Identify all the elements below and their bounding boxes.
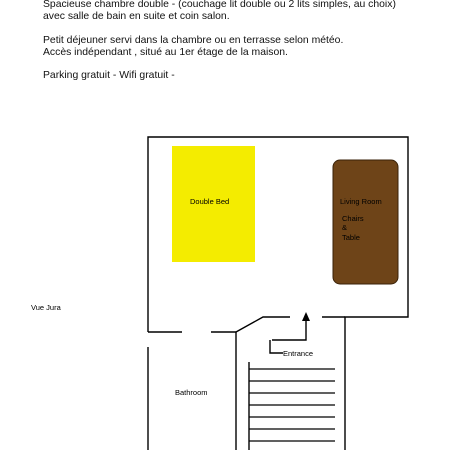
amenities-info: Parking gratuit - Wifi gratuit - xyxy=(43,70,175,81)
double-bed-label: Double Bed xyxy=(190,197,230,206)
wall-stair-left xyxy=(270,340,283,353)
staircase xyxy=(249,369,335,441)
chairs-table-line: & xyxy=(342,223,348,232)
wall-interior-4 xyxy=(236,317,290,332)
bathroom-label: Bathroom xyxy=(175,388,208,397)
breakfast-access-info: Petit déjeuner servi dans la chambre ou en terrasse selon météo. Accès indépendant , situé au 1er étage de la maison. xyxy=(43,35,344,58)
chairs-table-line: Chairs xyxy=(342,214,364,223)
view-label: Vue Jura xyxy=(31,303,61,312)
room-description: Spacieuse chambre double - (couchage lit double ou 2 lits simples, au choix) avec salle de bain en suite et coin salon. xyxy=(43,0,396,22)
chairs-table-line: Table xyxy=(342,233,360,242)
entrance-label: Entrance xyxy=(283,349,314,358)
entrance-arrow-icon xyxy=(272,312,310,340)
living-room-label: Living Room xyxy=(340,197,382,206)
